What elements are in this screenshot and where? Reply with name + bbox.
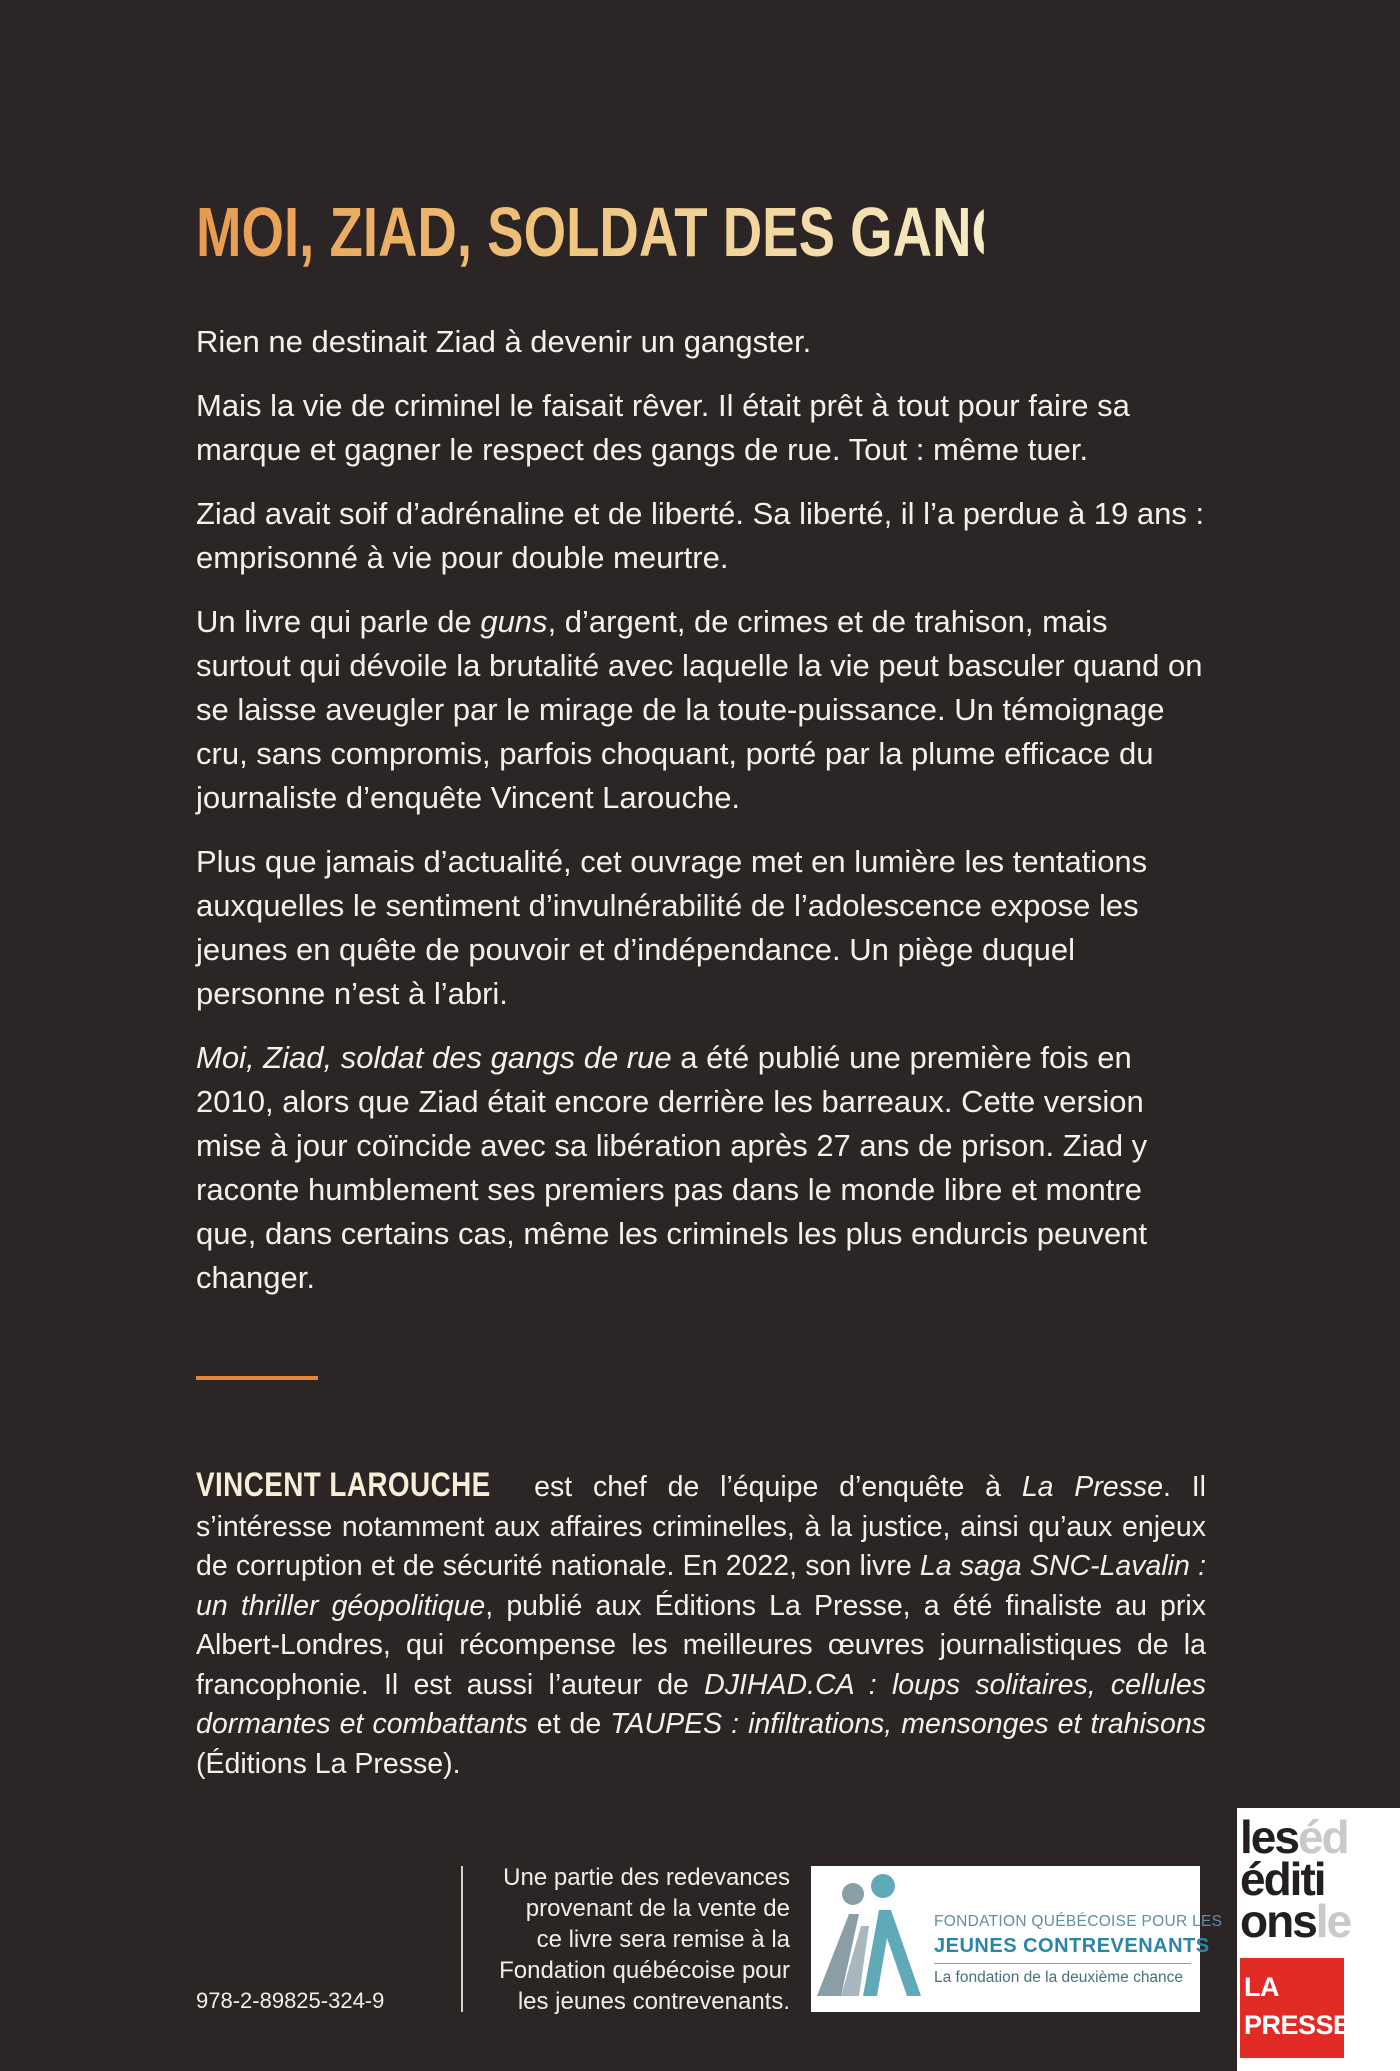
fondation-rule [934,1963,1191,1964]
isbn-number: 978-2-89825-324-9 [196,1988,385,2013]
blurb-paragraph-1: Rien ne destinait Ziad à devenir un gangster. [196,324,812,359]
donation-notice: Une partie des redevances provenant de la vente de ce livre sera remise à la Fondation québécoise pour les jeunes contrevenants. [499,1864,790,2015]
author-bio [196,1466,1206,1784]
orange-divider [196,1376,318,1380]
book-blurb [196,320,1206,1320]
fondation-name-top: FONDATION QUÉBÉCOISE POUR LES [934,1913,1223,1930]
la-presse-badge: LA PRESSE [1240,1958,1344,2058]
blurb-paragraph-4: Un livre qui parle de guns, d’argent, de crimes et de trahison, mais surtout qui dévoile la brutalité avec laquelle la vie peut basculer quand on se laisse aveugler par le mirage de la toute-puissance. Un témoignage cru, sans compromis, parfois choquant, porté par la plume efficace du journaliste d’enquête Vincent Larouche. [196,604,1203,815]
blurb-paragraph-3: Ziad avait soif d’adrénaline et de liberté. Sa liberté, il l’a perdue à 19 ans : emprisonné à vie pour double meurtre. [196,496,1205,575]
publisher-logo-line-1: leséd [1240,1811,1348,1863]
vertical-separator [461,1866,463,2012]
author-bio-paragraph: VINCENT LAROUCHE est chef de l’équipe d’enquête à La Presse. Il s’intéresse notamment aux affaires criminelles, à la justice, ainsi qu’aux enjeux de corruption et de sécurité nationale. En 2022, son livre La saga SNC-Lavalin : un thriller géopolitique, publié aux Éditions La Presse, a été finaliste au prix Albert-Londres, qui récompense les meilleures œuvres journalistiques de la francophonie. Il est aussi l’auteur de DJIHAD.CA : loups solitaires, cellules dormantes et combattants et de TAUPES : infiltrations, mensonges et trahisons (Éditions La Presse). [196,1466,1206,1780]
book-title: MOI, ZIAD, SOLDAT DES GANGS DE RUE [196,188,984,276]
fondation-logo [811,1866,1223,2012]
publisher-logo-line-2: éditi [1240,1853,1325,1905]
author-name: VINCENT LAROUCHE [196,1466,491,1504]
publisher-logo-line-3: onsle [1240,1895,1351,1947]
publisher-logo [1237,1808,1400,2071]
blurb-paragraph-2: Mais la vie de criminel le faisait rêver. Il était prêt à tout pour faire sa marque et gagner le respect des gangs de rue. Tout : même tuer. [196,388,1130,467]
blurb-paragraph-6: Moi, Ziad, soldat des gangs de rue a été publié une première fois en 2010, alors que Ziad était encore derrière les barreaux. Cette version mise à jour coïncide avec sa libération après 27 ans de prison. Ziad y raconte humblement ses premiers pas dans le monde libre et montre que, dans certains cas, même les criminels les plus endurcis peuvent changer. [196,1040,1148,1295]
fondation-name-main: JEUNES CONTREVENANTS [934,1935,1210,1957]
fondation-tagline: La fondation de la deuxième chance [934,1969,1184,1986]
blurb-paragraph-5: Plus que jamais d’actualité, cet ouvrage met en lumière les tentations auxquelles le sentiment d’invulnérabilité de l’adolescence expose les jeunes en quête de pouvoir et d’indépendance. Un piège duquel personne n’est à l’abri. [196,844,1148,1011]
